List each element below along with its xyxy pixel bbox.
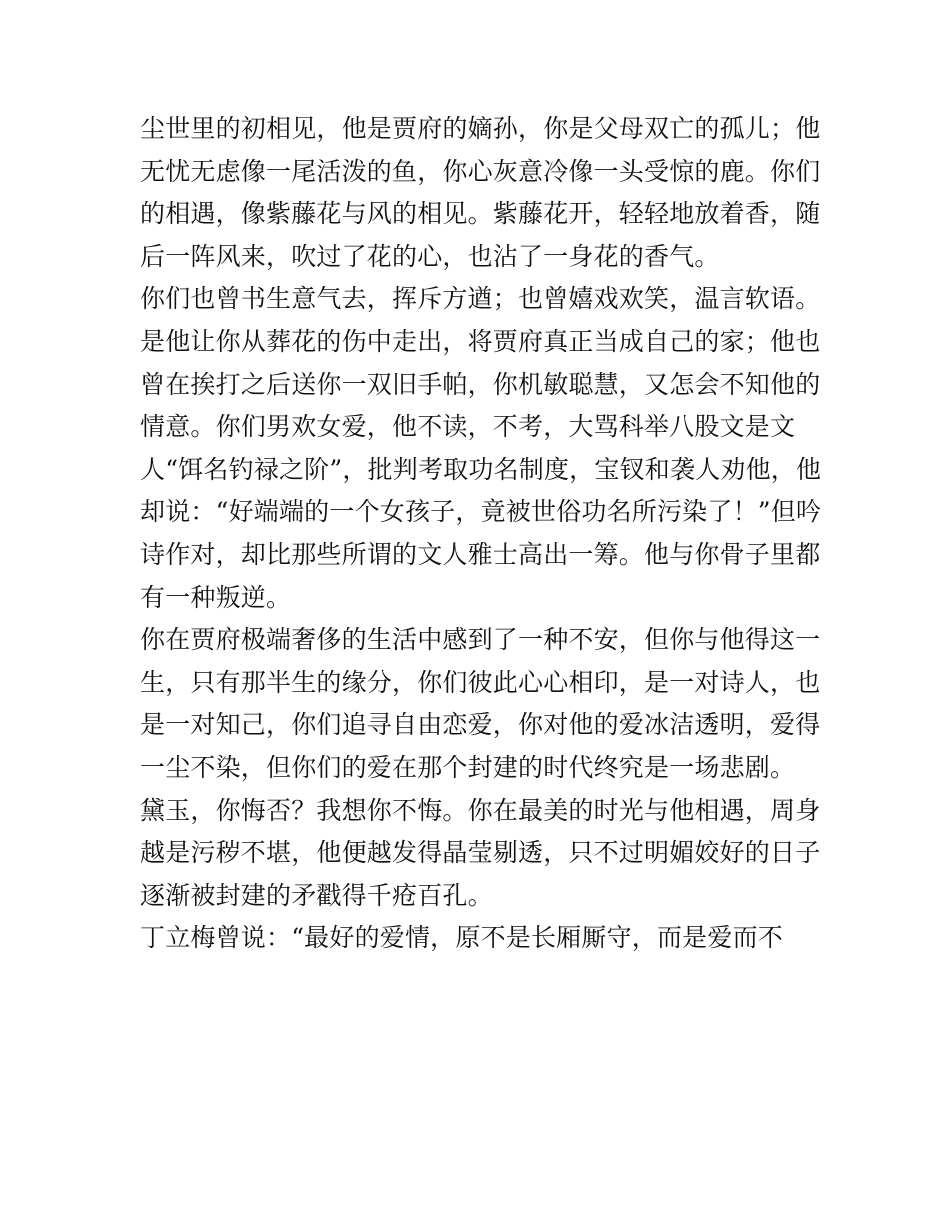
- text-line: 曾在挨打之后送你一双旧手帕，你机敏聪慧，又怎会不知他的: [140, 369, 821, 399]
- text-line: 是他让你从葬花的伤中走出，将贾府真正当成自己的家；他也: [140, 326, 821, 356]
- text-line: 人“饵名钓禄之阶”，批判考取功名制度，宝钗和袭人劝他，他: [140, 454, 822, 484]
- text-line: 却说：“好端端的一个女孩子，竟被世俗功名所污染了！”但吟: [140, 497, 822, 527]
- text-line: 黛玉，你悔否？我想你不悔。你在最美的时光与他相遇，周身: [140, 795, 821, 825]
- text-line: 是一对知己，你们追寻自由恋爱，你对他的爱冰洁透明，爱得: [140, 710, 821, 740]
- text-line: 尘世里的初相见，他是贾府的嫡孙，你是父母双亡的孤儿；他: [140, 114, 821, 143]
- text-line: 有一种叛逆。: [140, 582, 292, 612]
- text-line: 无忧无虑像一尾活泼的鱼，你心灰意冷像一头受惊的鹿。你们: [140, 156, 821, 186]
- text-line: 丁立梅曾说：“最好的爱情，原不是长厢厮守，而是爱而不: [140, 923, 783, 953]
- text-line: 你们也曾书生意气去，挥斥方遒；也曾嬉戏欢笑，温言软语。: [140, 284, 821, 314]
- text-line: 后一阵风来，吹过了花的心，也沾了一身花的香气。: [140, 241, 720, 271]
- text-line: 生，只有那半生的缘分，你们彼此心心相印，是一对诗人，也: [140, 667, 821, 697]
- text-line: 你在贾府极端奢侈的生活中感到了一种不安，但你与他得这一: [140, 625, 821, 655]
- text-line: 诗作对，却比那些所谓的文人雅士高出一筹。他与你骨子里都: [140, 539, 821, 569]
- text-line: 逐渐被封建的矛戳得千疮百孔。: [140, 880, 493, 910]
- text-line: 一尘不染，但你们的爱在那个封建的时代终究是一场悲剧。: [140, 752, 796, 782]
- text-line: 的相遇，像紫藤花与风的相见。紫藤花开，轻轻地放着香，随: [140, 199, 821, 229]
- text-line: 越是污秽不堪，他便越发得晶莹剔透，只不过明媚姣好的日子: [140, 838, 821, 868]
- essay-text: [140, 108, 820, 960]
- text-line: 情意。你们男欢女爱，他不读，不考，大骂科举八股文是文: [140, 412, 796, 442]
